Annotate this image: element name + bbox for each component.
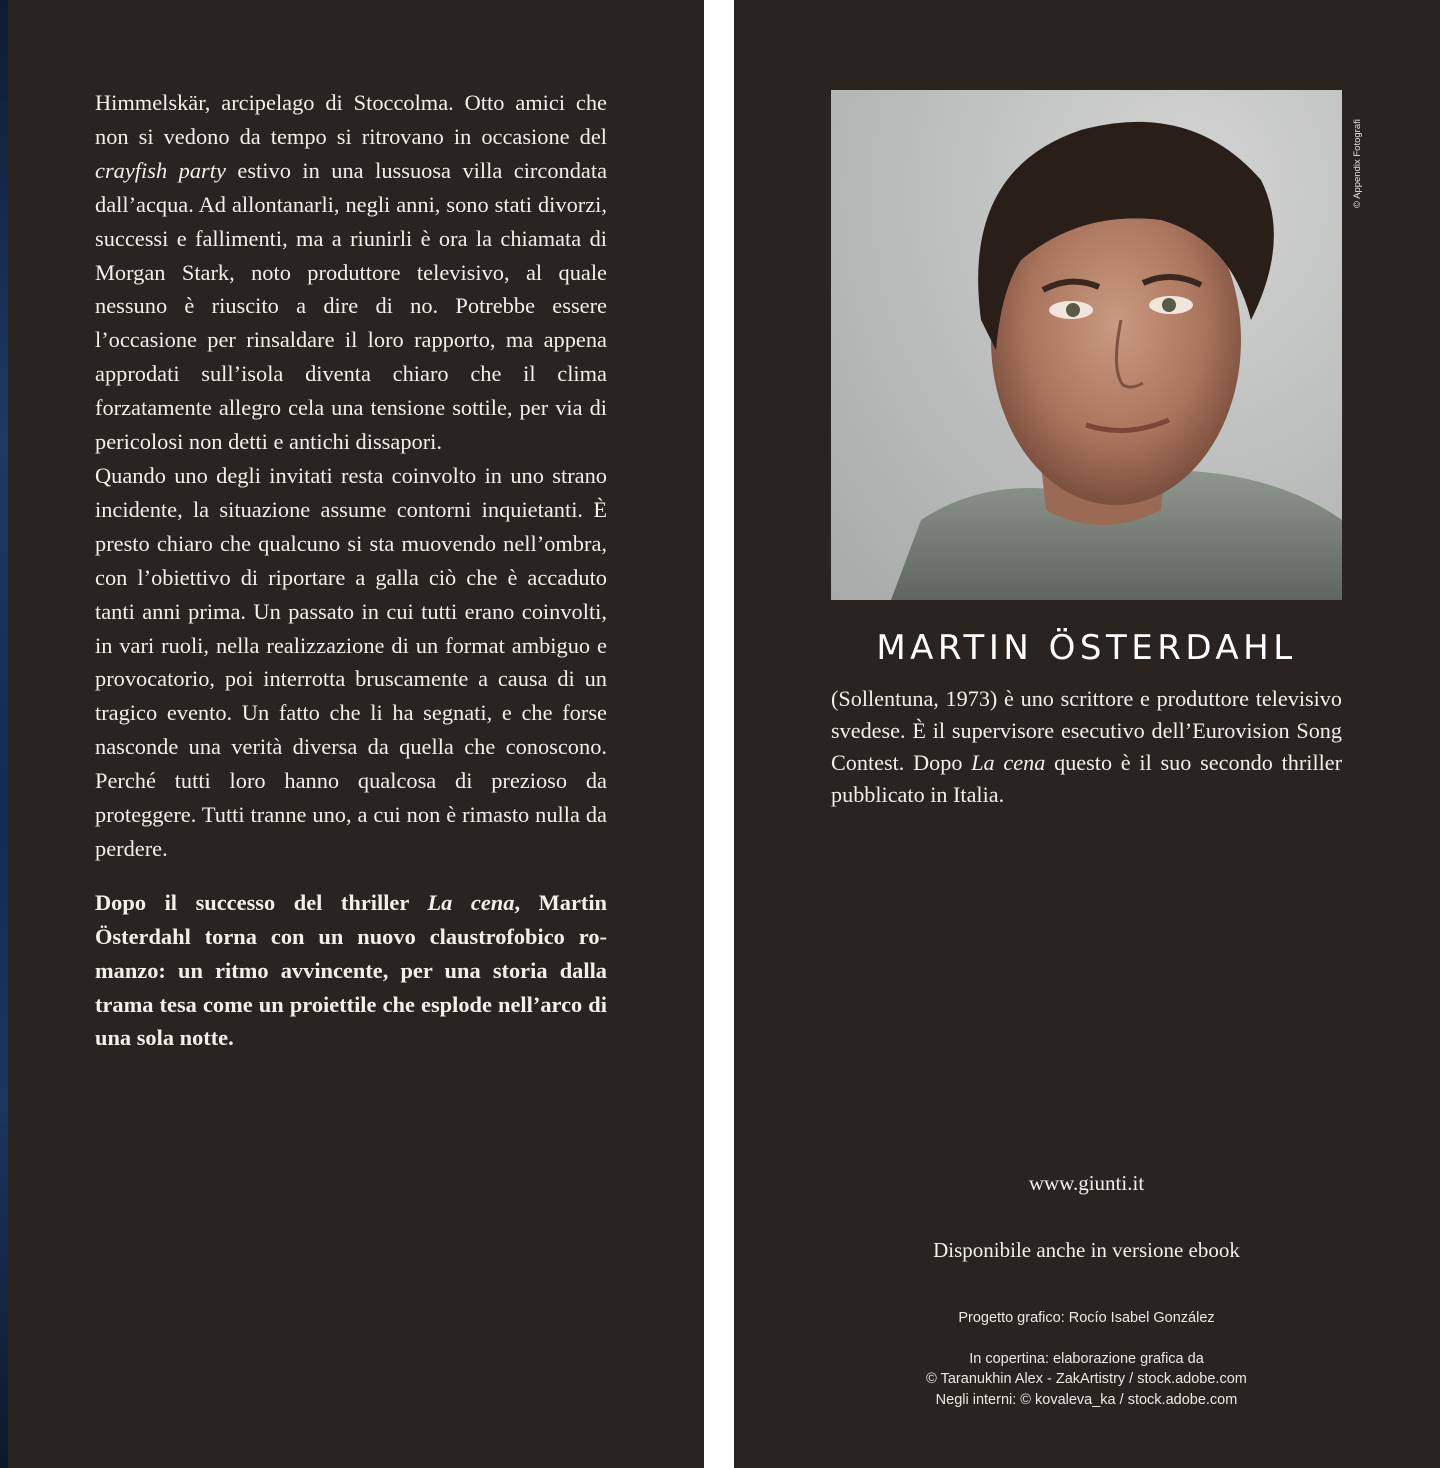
synopsis-paragraph-1 [95, 86, 607, 459]
author-bio [831, 683, 1342, 811]
author-photo [831, 90, 1342, 600]
publisher-website: www.giunti.it [1028, 1171, 1145, 1195]
author-portrait-illustration [831, 90, 1342, 600]
cover-credit-line-2: © Taranukhin Alex - ZakArtistry / stock.adobe.com [926, 1371, 1247, 1387]
bio-italic-title: La cena [971, 750, 1046, 775]
author-bio-text [831, 683, 1342, 811]
ebook-availability-note: Disponibile anche in versione ebook [933, 1238, 1240, 1262]
synopsis-p1-part-b: estivo in una lussuosa villa circondata dall’acqua. Ad allontanarli, negli anni, sono stati divorzi, successi e fallimenti, ma a riunirli è ora la chiamata di Morgan Stark, noto produttore televisivo, al quale nessuno è riuscito a dire di no. Potrebbe essere l’occasione per rinsaldare il loro rapporto, ma appena approdati sull’isola diventa chiaro che il clima forzatamente allegro cela una tensione sottile, per via di pericolosi non detti e antichi dissapori. [95, 157, 608, 455]
production-credits [831, 1308, 1342, 1410]
cover-edge-strip [0, 0, 8, 1468]
design-credit: Progetto grafico: Rocío Isabel González [958, 1310, 1215, 1326]
closing-part-b: , Martin Österdahl torna con un nuovo claustrofobico romanzo: un ritmo avvincente, per una storia dalla trama tesa come un proiettile che esplode nell’arco di una sola notte. [95, 889, 608, 1051]
photo-credit-text: © Appendix Fotografi [1352, 119, 1363, 208]
interior-credit: Negli interni: © kovaleva_ka / stock.adobe.com [935, 1391, 1238, 1408]
page-gutter [704, 0, 734, 1468]
closing-italic-title: La cena [427, 889, 515, 915]
author-name-heading: MARTIN ÖSTERDAHL [876, 628, 1297, 668]
cover-credit-line-1: In copertina: elaborazione grafica da [969, 1350, 1204, 1367]
synopsis-closing [95, 886, 607, 1056]
synopsis-p1-part-a: Himmelskär, arcipelago di Stoccolma. Otto amici che non si vedono da tempo si ritrovano in occasione del [95, 90, 607, 149]
bio-part-a: (Sollentuna, 1973) è uno scrittore e produttore televisivo svedese. È il supervisore esecutivo dell’Eurovision Song Contest. Dopo [831, 686, 1342, 775]
closing-part-a: Dopo il successo del thriller [95, 889, 428, 915]
synopsis-paragraph-2: Quando uno degli invitati resta coinvolto in uno strano incidente, la situazione assume contorni inquietanti. È presto chiaro che qualcuno si sta muovendo nell’ombra, con l’obiettivo di riportare a galla ciò che è accaduto tanti anni prima. Un passato in cui tutti erano coinvolti, in vari ruoli, nella realizzazione di un format ambiguo e provocatorio, poi interrotta bruscamente a causa di un tragico evento. Un fatto che li ha segnati, e che forse nasconde una verità diversa da quella che conoscono. Perché tutti loro hanno qualcosa di prezioso da proteggere. Tutti tranne uno, a cui non è rimasto nulla da perdere. [95, 462, 607, 861]
author-flap-panel [734, 0, 1440, 1468]
back-cover-panel [8, 0, 704, 1468]
bio-part-b: questo è il suo secondo thriller pubblicato in Italia. [831, 750, 1343, 807]
photo-credit [1338, 90, 1363, 210]
synopsis-p1-italic: crayfish party [95, 157, 226, 183]
synopsis-text [95, 86, 607, 1055]
